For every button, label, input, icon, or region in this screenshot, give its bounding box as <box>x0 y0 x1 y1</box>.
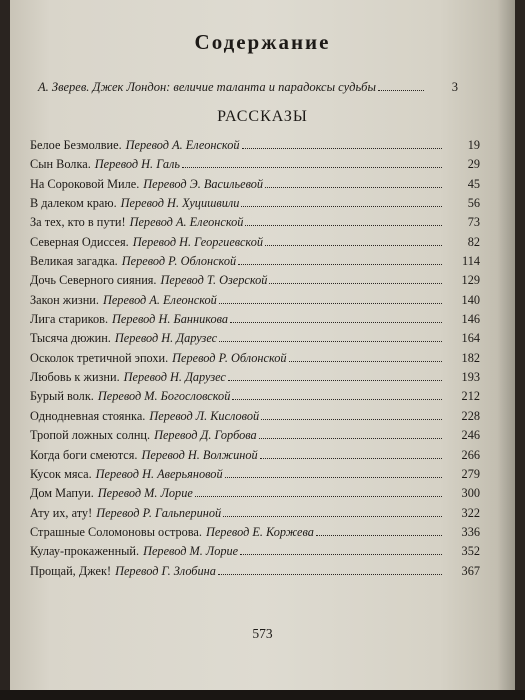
toc-entry <box>30 428 480 447</box>
toc-entry <box>30 525 480 544</box>
translator: Перевод Е. Коржева <box>205 524 314 539</box>
dot-leader <box>238 264 442 265</box>
entry-page: 367 <box>461 563 480 578</box>
story-title: За тех, кто в пути! <box>30 215 126 230</box>
toc-list <box>30 138 480 583</box>
story-title: Кусок мяса. <box>30 466 92 481</box>
entry-page: 56 <box>467 196 480 211</box>
translator: Перевод М. Богословской <box>97 389 231 404</box>
translator: Перевод А. Елеонской <box>129 215 244 230</box>
page-number: 573 <box>252 626 273 641</box>
toc-entry <box>30 293 480 312</box>
toc-entry <box>30 254 480 273</box>
dot-leader <box>265 187 442 188</box>
story-title: Дочь Северного сияния. <box>30 273 157 288</box>
dot-leader <box>240 554 442 555</box>
dot-leader <box>232 399 442 400</box>
entry-page: 193 <box>461 370 480 385</box>
story-title: Великая загадка. <box>30 254 118 269</box>
entry-page: 322 <box>461 505 480 520</box>
entry-page: 114 <box>462 254 480 269</box>
dot-leader <box>242 148 443 149</box>
translator: Перевод Н. Банникова <box>112 312 229 327</box>
entry-page: 336 <box>461 524 480 539</box>
dot-leader <box>218 574 442 575</box>
translator: Перевод Н. Волжиной <box>141 447 258 462</box>
dot-leader <box>225 477 442 478</box>
story-title: Тысяча дюжин. <box>30 331 111 346</box>
toc-entry <box>30 215 480 234</box>
preface-text: А. Зверев. Джек Лондон: величие таланта и парадоксы судьбы <box>38 80 376 94</box>
story-title: Дом Мапуи. <box>30 486 94 501</box>
dot-leader <box>316 535 442 536</box>
translator: Перевод Л. Кисловой <box>149 408 260 423</box>
dot-leader <box>378 90 424 91</box>
translator: Перевод М. Лорие <box>97 486 193 501</box>
toc-entry <box>30 389 480 408</box>
story-title: Лига стариков. <box>30 312 109 327</box>
translator: Перевод А. Елеонской <box>125 138 240 152</box>
story-title: Тропой ложных солнц. <box>30 428 151 443</box>
entry-page: 266 <box>461 447 480 462</box>
toc-entry <box>30 235 480 254</box>
entry-page: 182 <box>461 350 480 365</box>
dot-leader <box>259 438 442 439</box>
preface-entry <box>38 80 458 95</box>
dot-leader <box>219 303 442 304</box>
dot-leader <box>245 225 442 226</box>
dot-leader <box>230 322 442 323</box>
entry-page: 82 <box>467 234 480 249</box>
toc-entry <box>30 544 480 563</box>
story-title: Осколок третичной эпохи. <box>30 350 169 365</box>
entry-page: 19 <box>467 138 480 152</box>
dot-leader <box>260 458 442 459</box>
entry-page: 212 <box>461 389 480 404</box>
book-page <box>10 0 515 700</box>
story-title: Закон жизни. <box>30 292 99 307</box>
translator: Перевод Н. Дарузес <box>123 370 226 385</box>
translator: Перевод А. Елеонской <box>102 292 217 307</box>
story-title: Однодневная стоянка. <box>30 408 146 423</box>
translator: Перевод Н. Галь <box>94 157 180 172</box>
contents-heading: Содержание <box>194 30 331 54</box>
entry-page: 129 <box>461 273 480 288</box>
entry-page: 352 <box>461 544 480 559</box>
toc-entry <box>30 351 480 370</box>
toc-entry <box>30 467 480 486</box>
entry-page: 279 <box>461 466 480 481</box>
story-title: Северная Одиссея. <box>30 234 129 249</box>
story-title: Сын Волка. <box>30 157 91 172</box>
dot-leader <box>269 283 442 284</box>
dot-leader <box>195 496 442 497</box>
toc-entry <box>30 506 480 525</box>
translator: Перевод М. Лорие <box>143 544 239 559</box>
translator: Перевод Г. Злобина <box>115 563 216 578</box>
entry-page: 45 <box>467 176 480 191</box>
section-title: РАССКАЗЫ <box>217 108 308 125</box>
translator: Перевод Р. Облонской <box>172 350 287 365</box>
toc-entry <box>30 370 480 389</box>
translator: Перевод Н. Хуцишвили <box>120 196 240 211</box>
story-title: В далеком краю. <box>30 196 117 211</box>
translator: Перевод Т. Озерской <box>160 273 268 288</box>
translator: Перевод Н. Дарузес <box>114 331 218 346</box>
entry-page: 246 <box>461 428 480 443</box>
story-title: Прощай, Джек! <box>30 563 112 578</box>
toc-entry <box>30 157 480 176</box>
entry-page: 140 <box>461 292 480 307</box>
toc-entry <box>30 409 480 428</box>
translator: Перевод Н. Аверьяновой <box>95 466 223 481</box>
dot-leader <box>223 516 442 517</box>
toc-entry <box>30 177 480 196</box>
story-title: Бурый волк. <box>30 389 94 404</box>
toc-entry <box>30 448 480 467</box>
toc-entry <box>30 138 480 157</box>
translator: Перевод Э. Васильевой <box>143 176 264 191</box>
toc-entry <box>30 331 480 350</box>
toc-entry <box>30 486 480 505</box>
entry-page: 73 <box>467 215 480 230</box>
translator: Перевод Р. Облонской <box>121 254 237 269</box>
toc-entry <box>30 312 480 331</box>
entry-page: 300 <box>461 486 480 501</box>
preface-page: 3 <box>451 80 458 94</box>
dot-leader <box>182 167 442 168</box>
story-title: Белое Безмолвие. <box>30 138 122 152</box>
story-title: На Сороковой Миле. <box>30 176 140 191</box>
toc-entry <box>30 564 480 583</box>
entry-page: 29 <box>467 157 480 172</box>
dot-leader <box>241 206 442 207</box>
dot-leader <box>261 419 442 420</box>
story-title: Страшные Соломоновы острова. <box>30 524 202 539</box>
translator: Перевод Н. Георгиевской <box>132 234 264 249</box>
entry-page: 164 <box>461 331 480 346</box>
dot-leader <box>219 341 442 342</box>
dot-leader <box>265 245 442 246</box>
toc-entry <box>30 196 480 215</box>
entry-page: 146 <box>461 312 480 327</box>
story-title: Кулау-прокаженный. <box>30 544 140 559</box>
translator: Перевод Д. Горбова <box>154 428 257 443</box>
binding-shadow <box>0 690 525 700</box>
story-title: Ату их, ату! <box>30 505 93 520</box>
story-title: Любовь к жизни. <box>30 370 120 385</box>
entry-page: 228 <box>461 408 480 423</box>
story-title: Когда боги смеются. <box>30 447 138 462</box>
dot-leader <box>228 380 442 381</box>
toc-entry <box>30 273 480 292</box>
translator: Перевод Р. Гальпериной <box>96 505 222 520</box>
dot-leader <box>289 361 442 362</box>
